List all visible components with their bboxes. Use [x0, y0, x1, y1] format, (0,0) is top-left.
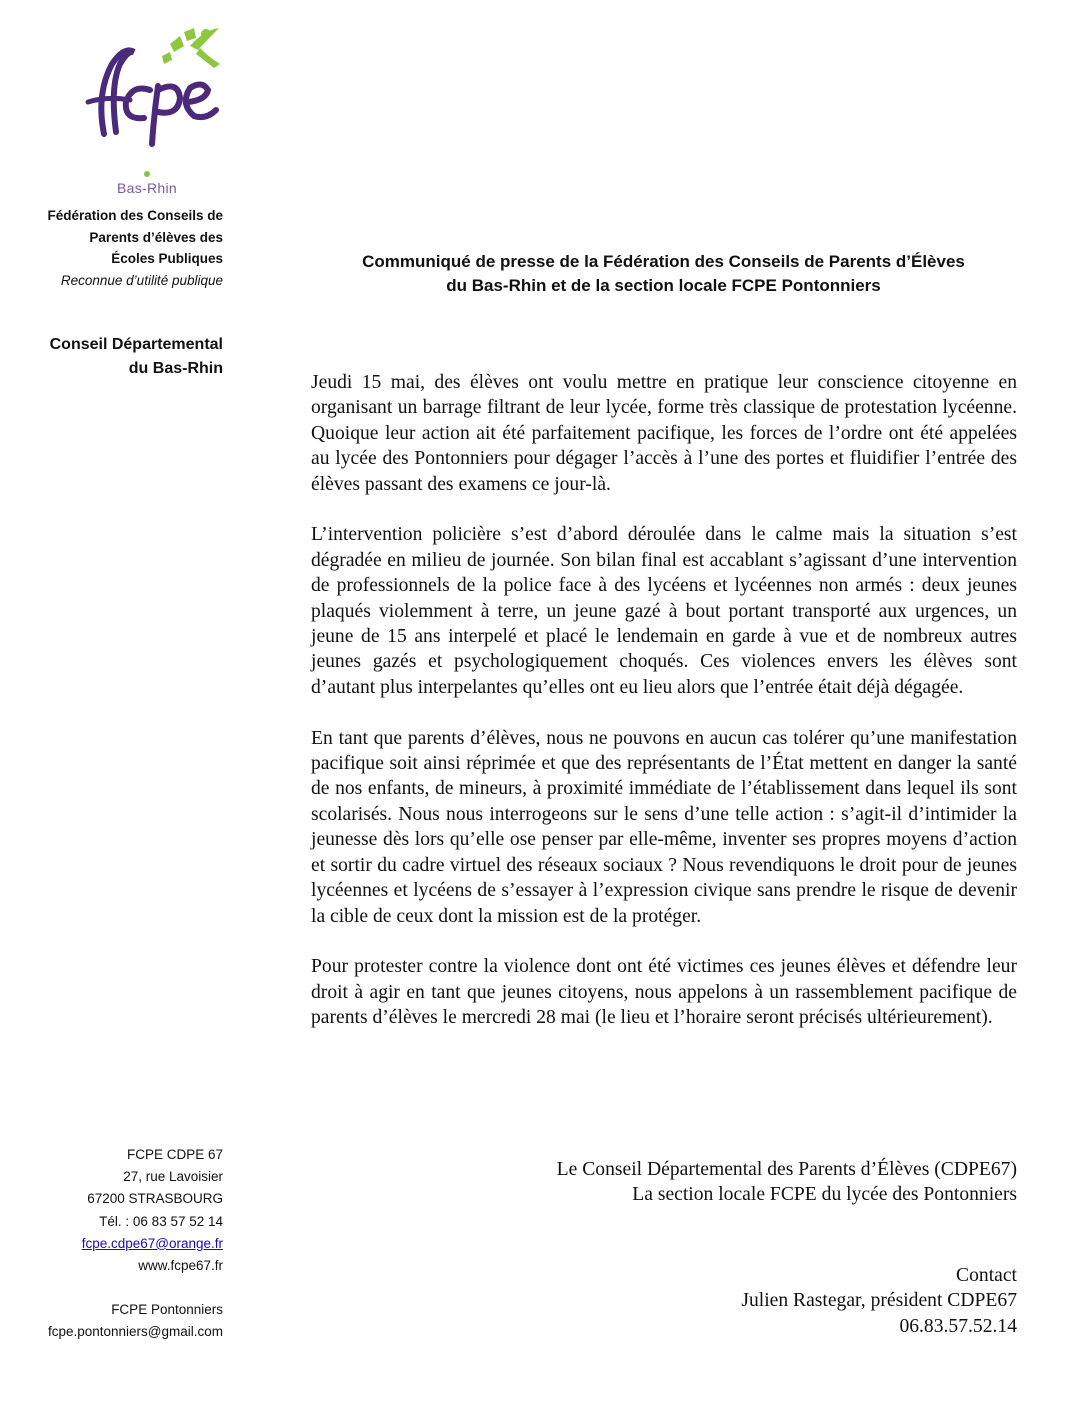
- fcpe-logo-icon: [74, 24, 226, 174]
- council-line: du Bas-Rhin: [128, 359, 223, 377]
- federation-line: Fédération des Conseils de: [47, 208, 223, 223]
- title-line: Communiqué de presse de la Fédération des Conseils de Parents d’Élèves: [362, 252, 965, 271]
- contact-label: Contact: [956, 1265, 1017, 1286]
- federation-name: [0, 205, 223, 291]
- website: www.fcpe67.fr: [138, 1258, 223, 1274]
- press-release-title: [300, 250, 1027, 298]
- council-line: Conseil Départemental: [49, 336, 223, 353]
- signature-line: Le Conseil Départemental des Parents d’Élèves (CDPE67): [556, 1159, 1017, 1180]
- spacer: [0, 1277, 223, 1299]
- body-paragraph: Pour protester contre la violence dont ont été victimes ces jeunes élèves et défendre leur droit à agir en tant que jeunes citoyens, nous appelons à un rassemblement pacifique de parents d’élèves le mercredi 28 mai (le lieu et l’horaire seront précisés ultérieurement).: [311, 956, 1017, 1029]
- body-paragraph: L’intervention policière s’est d’abord déroulée dans le calme mais la situation s’est dégradée en milieu de journée. Son bilan final est accablant s’agissant d’une intervention de professionnels de la police face à des lycéens et lycéennes non armés : deux jeunes plaqués violemment à terre, un jeune gazé à bout portant transporté aux urgences, un jeune de 15 ans interpelé et placé le lendemain en garde à vue et de nombreux autres jeunes gazés et psychologiquement choqués. Ces violences envers les élèves sont d’autant plus interpelantes qu’elles ont eu lieu alors que l’entrée était déjà dégagée.: [311, 524, 1017, 698]
- contact-person: [311, 1263, 1017, 1339]
- body-paragraph: En tant que parents d’élèves, nous ne pouvons en aucun cas tolérer qu’une manifestation pacifique soit ainsi réprimée et que des représentants de l’État mettent en danger la santé de nos enfants, de mineurs, à proximité immédiate de l’établissement dans lequel ils sont scolarisés. Nous nous interrogeons sur le sens d’une telle action : s’agit-il d’intimider la jeunesse dès lors qu’elle ose penser par elle-même, inventer ses propres moyens d’action et sortir du cadre virtuel des réseaux sociaux ? Nous revendiquons le droit pour de jeunes lycéennes et lycéens de s’essayer à l’expression civique sans prendre le risque de devenir la cible de ceux dont la mission est de la protéger.: [311, 727, 1017, 927]
- press-release-body: [311, 370, 1017, 1056]
- phone-number: Tél. : 06 83 57 52 14: [99, 1213, 223, 1229]
- section-email: fcpe.pontonniers@gmail.com: [47, 1324, 223, 1340]
- recognition-note: Reconnue d’utilité publique: [60, 272, 223, 288]
- email-link[interactable]: fcpe.cdpe67@orange.fr: [81, 1235, 223, 1251]
- signature-line: La section locale FCPE du lycée des Pontonniers: [632, 1184, 1017, 1206]
- council-name: [0, 333, 223, 380]
- logo-region: Bas-Rhin: [117, 180, 177, 196]
- logo-dot: [144, 171, 150, 177]
- signature-block: [311, 1157, 1017, 1208]
- federation-line: Parents d’élèves des: [89, 229, 223, 245]
- city-address: 67200 STRASBOURG: [87, 1191, 223, 1207]
- federation-line: Écoles Publiques: [111, 251, 223, 266]
- org-name: FCPE CDPE 67: [126, 1147, 223, 1162]
- fcpe-logo: [74, 24, 226, 196]
- address-block: [0, 1144, 223, 1344]
- section-name: FCPE Pontonniers: [111, 1302, 223, 1318]
- title-line: du Bas-Rhin et de la section locale FCPE Pontonniers: [446, 276, 881, 295]
- contact-phone: 06.83.57.52.14: [899, 1315, 1017, 1337]
- body-paragraph: Jeudi 15 mai, des élèves ont voulu mettre en pratique leur conscience citoyenne en organisant un barrage filtrant de leur lycée, forme très classique de protestation lycéenne. Quoique leur action ait été parfaitement pacifique, les forces de l’ordre ont été appelées au lycée des Pontonniers pour dégager l’accès à l’une des portes et fluidifier l’entrée des élèves passant des examens ce jour-là.: [311, 372, 1017, 495]
- contact-name: Julien Rastegar, président CDPE67: [741, 1290, 1017, 1312]
- street-address: 27, rue Lavoisier: [123, 1169, 223, 1185]
